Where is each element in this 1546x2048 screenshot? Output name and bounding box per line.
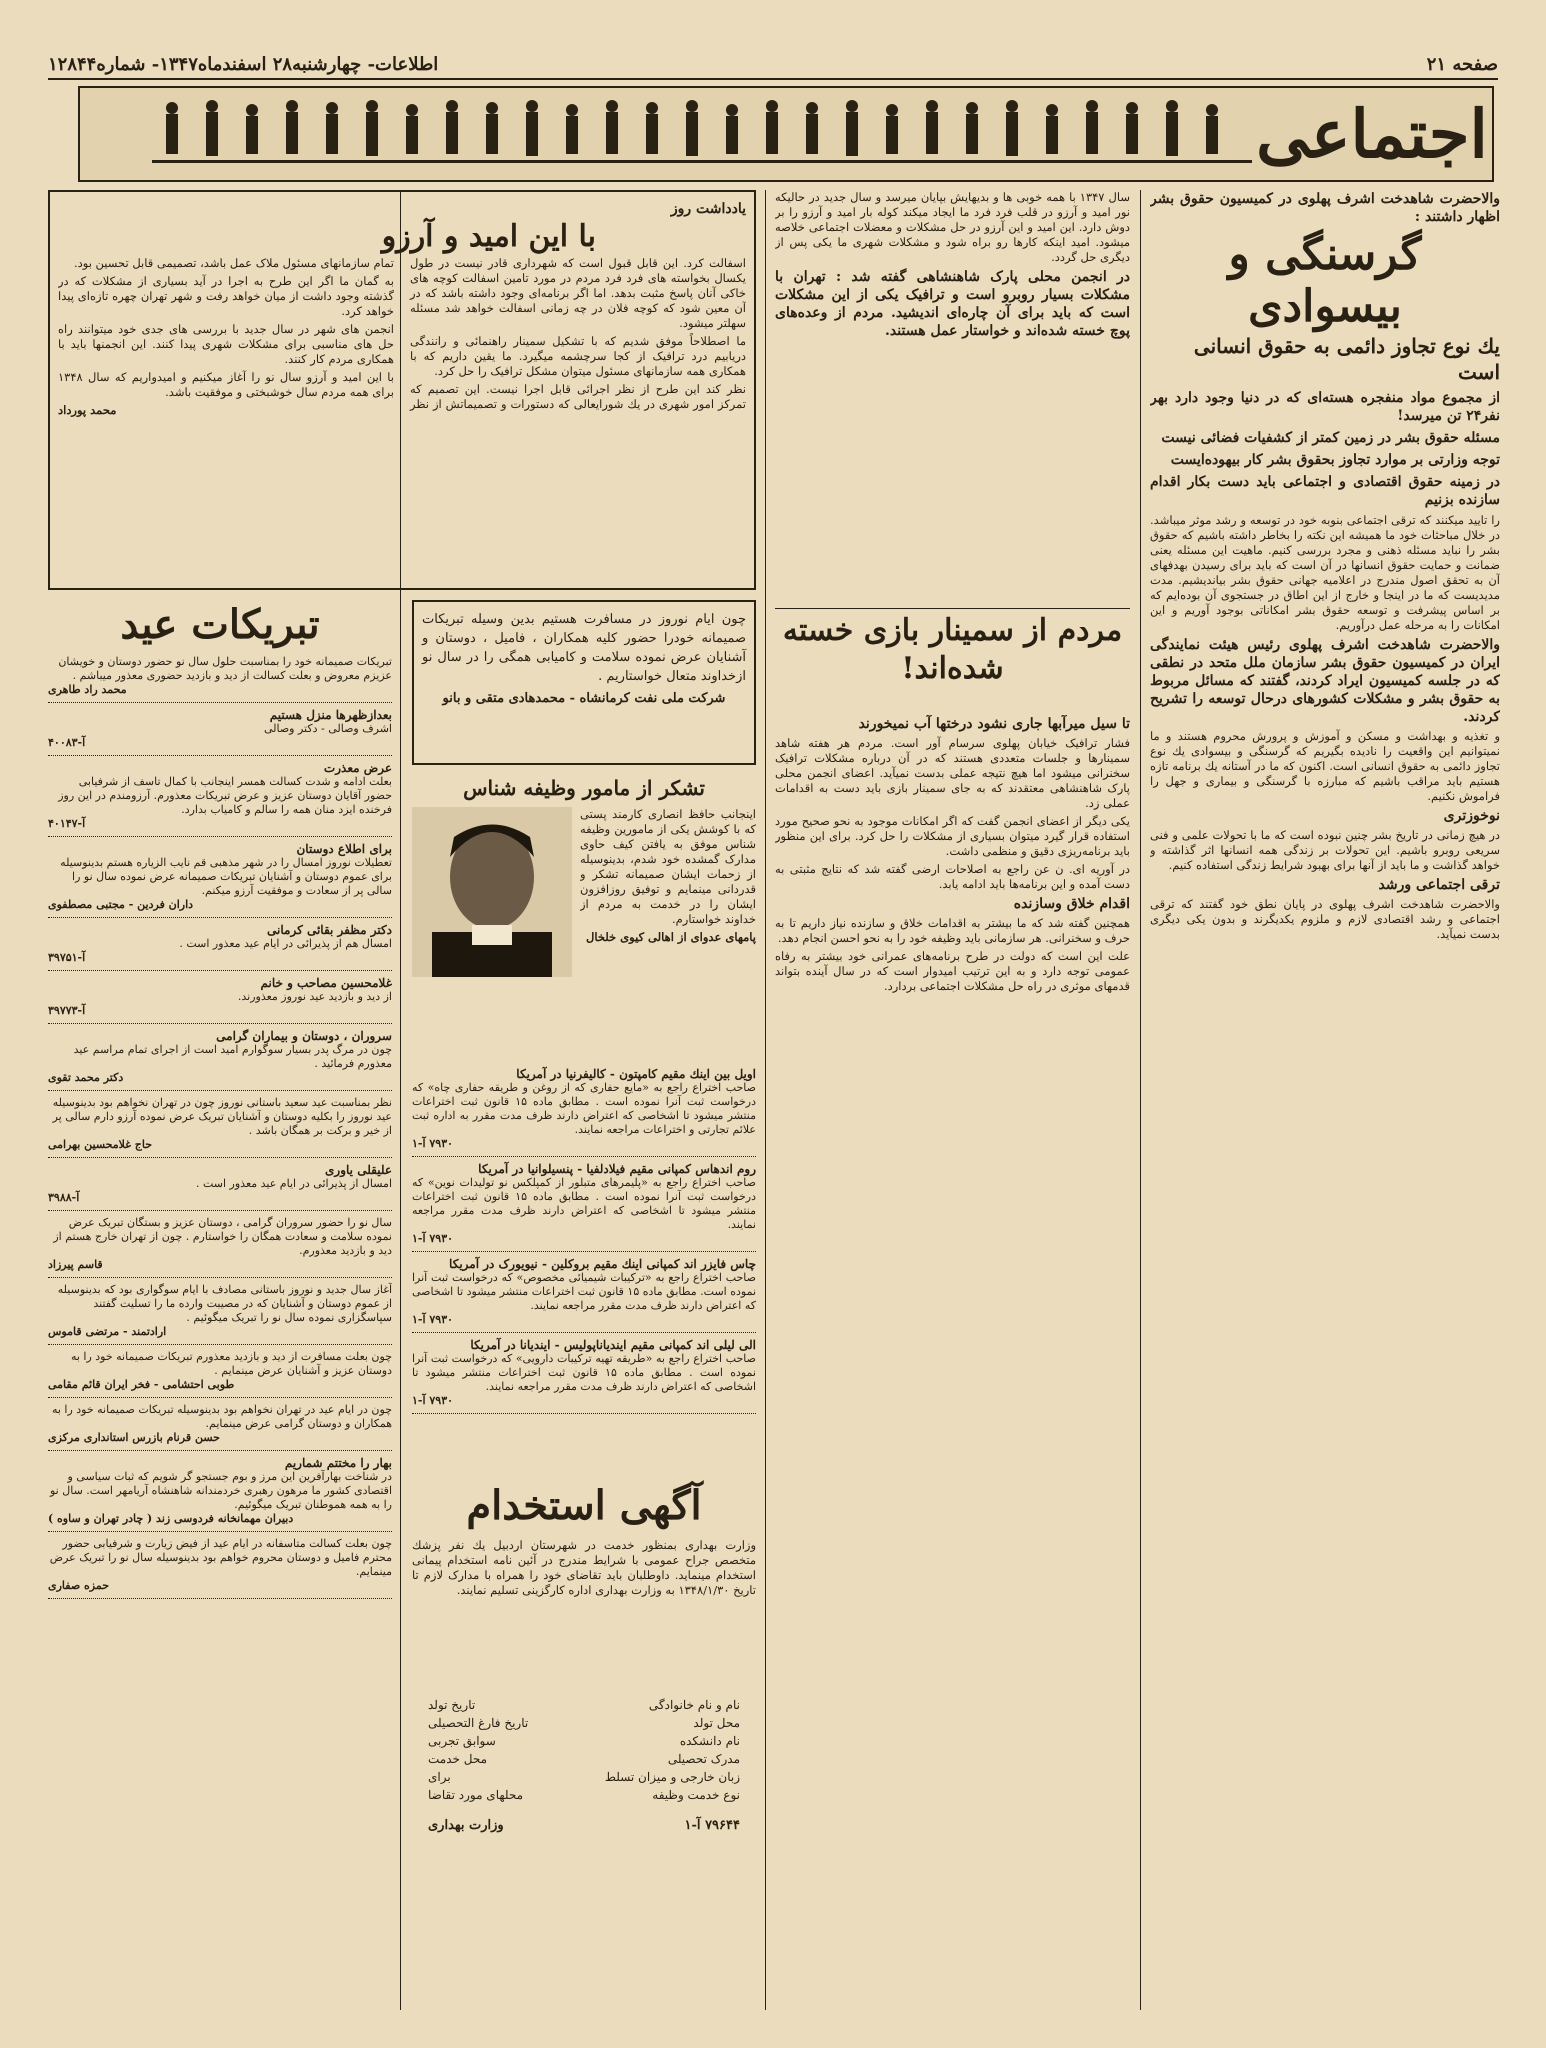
form-field: محل خدمت bbox=[428, 1752, 488, 1766]
greeting-notice bbox=[48, 650, 392, 703]
section-banner bbox=[78, 86, 1494, 182]
section-title: اجتماعی bbox=[1256, 95, 1488, 173]
greeting-notice bbox=[48, 1158, 392, 1211]
greeting-body: بعلت ادامه و شدت کسالت همسر اینجانب با کمال تاسف از شرفیابی حضور آقایان دوستان عزیز و عرض تبریکات معذورم. آرزومندم در این روز فرخنده ایزد منان همه را سالم و کامیاب بدارد. bbox=[58, 775, 392, 816]
greeting-body: در شناخت بهارآفرین این مرز و بوم جستجو گر شویم که ثبات سیاسی و اقتصادی کشور ما مرهون رهبری خردمندانه شاهنشاه آریامهر است. سال نو را به همه هموطنان تبریک میگوئیم. bbox=[50, 1470, 392, 1511]
article-subhead: یك نوع تجاوز دائمی به حقوق انسانی است bbox=[1193, 334, 1500, 384]
city-article-top bbox=[775, 190, 1130, 600]
patent-title: چاس فایزر اند کمپانی اینك مقیم بروکلین - نیویورک در آمریکا bbox=[449, 1257, 756, 1271]
running-header bbox=[48, 50, 1498, 80]
thanks-notice bbox=[412, 775, 756, 1055]
editorial-paragraph: نظر کند این طرح از نظر اجرائی قابل اجرا نیست. این تصمیم که تمرکز امور شهری در یك شورایعالی که دستورات و تصمیماتش از نظر تمام سازمانهای مسئول ملاک عمل باشد، تصمیمی قابل تحسین بود. bbox=[73, 256, 746, 411]
article-bullet: در زمینه حقوق اقتصادی و اجتماعی باید دست بکار اقدام سازنده بزنیم bbox=[1150, 474, 1500, 508]
form-field: نوع خدمت وظیفه bbox=[652, 1788, 740, 1802]
patent-title: روم اندهاس کمپانی مقیم فیلادلفیا - پنسیلوانیا در آمریکا bbox=[478, 1162, 756, 1176]
editorial-paragraph: ما اصطلاحاً موفق شدیم که با تشکیل سمینار راهنمائی و رانندگی دریابیم درد ترافیک از کجا سرچشمه میگیرد. ما یقین داریم که با همکاری همه سازمانهای مسئول میتوان مشکل ترافیک را حل کرد. bbox=[410, 334, 746, 378]
form-row bbox=[428, 1714, 740, 1732]
column-name: یادداشت روز bbox=[670, 201, 746, 217]
article-paragraph: در هیچ زمانی در تاریخ بشر چنین نبوده است که ما با تحولات علمی و فنی سریعی روبرو باشیم. این تحولات بر زندگی همه انسانها اثر گذاشته و خواهد گذاشت و ما باید از آنها برای بهبود شرایط زندگی استفاده کنیم. bbox=[1150, 828, 1500, 872]
article-bullet: توجه وزارتی بر موارد تجاوز بحقوق بشر کار بیهوده‌ایست bbox=[1170, 452, 1500, 468]
form-field: نام دانشکده bbox=[679, 1734, 740, 1748]
editorial-paragraph: اسفالت کرد. این قابل قبول است که شهرداری قادر نیست در طول یکسال بخواسته های فرد فرد مردم در مورد تامین اسفالت کوچه های خاکی آنان پاسخ مثبت بدهد. اما اگر برنامه‌ای وجود داشته باشد که در آن معین شود که کوچه فلان در چه زمانی اسفالت خواهد شد مسئله سهلتر میشود. bbox=[410, 256, 746, 330]
hiring-body: وزارت بهداری بمنظور خدمت در شهرستان اردبیل یك نفر پزشك متخصص جراح عمومی با شرایط مندرج در آئین نامه استخدام پیمانی استخدام مینماید. داوطلبان باید تقاضای خود را همراه با مدارک لازم تا تاریخ ۱۳۴۸/۱/۳۰ به وزارت بهداری اداره کارگزینی تسلیم نمایند. bbox=[412, 1538, 756, 1597]
form-field: زبان خارجی و میزان تسلط bbox=[604, 1770, 740, 1784]
greeting-title: سروران ، دوستان و بیماران گرامی bbox=[216, 1029, 392, 1043]
form-field: محلهای مورد تقاضا bbox=[428, 1788, 524, 1802]
promo-notice bbox=[412, 600, 756, 765]
greeting-body: چون بعلت مسافرت از دید و بازدید معذورم تبریکات صمیمانه خود را به دوستان عزیز و آشنایان عرض مینمایم . bbox=[70, 1350, 392, 1377]
crowd-illustration bbox=[152, 94, 1252, 174]
hiring-headline: آگهی استخدام bbox=[466, 1482, 702, 1529]
article-bullet: مسئله حقوق بشر در زمین کمتر از کشفیات فضائی نیست bbox=[1161, 430, 1500, 446]
patent-code: ۷۹۳۰ آ-۱ bbox=[412, 1232, 454, 1245]
form-row bbox=[428, 1750, 740, 1768]
promo-text: چون ایام نوروز در مسافرت هستیم بدین وسیله تبریکات صمیمانه خودرا حضور کلیه همکاران ، فامیل ، دوستان و آشنایان عرض نموده سلامت و کامیابی همگی را در سال نو ازخداوند متعال خواستاریم . bbox=[422, 612, 746, 684]
editorial-body bbox=[58, 256, 746, 576]
portrait-photo bbox=[412, 807, 572, 977]
form-row bbox=[428, 1768, 740, 1786]
article-paragraph: را تایید میکنند که ترقی اجتماعی بنوبه خود در توسعه و رشد موثر میباشد. در خلال مباحثات خود ما همیشه این نکته را بخاطر داشته باشیم که حقوق بشر را نباید مسئله ذهنی و مجرد بررسی کنیم. ماهیت این مسئله یعنی ضمانت و حمایت حقوق انسانها در آن است که باید برای رسیدن بهدفهای آن به تحقق اصول مندرج در اعلامیه جهانی حقوق بشر بیاندیشیم. مدت مدیدیست که ما در اینجا و خارج از این اطاق در جستجوی آن بوده‌ایم که بر اساس پیشرفت و توسعه حقوق بشر امکاناتی بوجود آوریم و این امکانات را به مرحله عمل درآوریم. bbox=[1150, 513, 1500, 632]
greeting-notice bbox=[48, 918, 392, 971]
hiring-ad bbox=[412, 1480, 756, 2015]
greeting-title: برای اطلاع دوستان bbox=[296, 842, 392, 856]
issue-info: اطلاعات- چهارشنبه۲۸ اسفندماه۱۳۴۷- شماره۱۲۸۴۴ bbox=[48, 53, 439, 75]
article-subheading: ترقی اجتماعی ورشد bbox=[1378, 877, 1500, 893]
greeting-signature: داران فردین - مجتبی مصطفوی bbox=[48, 898, 194, 911]
council-headline-wrap bbox=[775, 612, 1130, 712]
article-subheading: اقدام خلاق وسازنده bbox=[1013, 896, 1130, 912]
patent-title: اویل بین اینك مقیم کامپتون - کالیفرنیا در آمریکا bbox=[516, 1067, 756, 1081]
greeting-body: امسال از پذیرائی در ایام عید معذور است . bbox=[195, 1177, 392, 1190]
main-article bbox=[1150, 190, 1500, 2020]
article-paragraph: یکی دیگر از اعضای انجمن گفت که اگر امکانات موجود به نحو صحیح مورد استفاده قرار گیرد میتوان بسیاری از مشکلات را حل کرد. برای این منظور باید برنامه‌ریزی دقیق و منظمی داشت. bbox=[775, 814, 1130, 858]
patent-notice bbox=[412, 1062, 756, 1157]
greeting-signature: قاسم پیرزاد bbox=[48, 1258, 103, 1271]
greeting-notice bbox=[48, 1345, 392, 1398]
council-article bbox=[775, 715, 1130, 2015]
article-paragraph: همچنین گفته شد که ما بیشتر به اقدامات خلاق و سازنده نیاز داریم تا به حرف و سخنرانی. هر سازمانی باید وظیفه خود را به نحو احسن انجام دهد. bbox=[775, 916, 1130, 945]
patent-notices bbox=[412, 1062, 756, 1472]
column-rule bbox=[765, 190, 766, 2010]
patent-code: ۷۹۳۰ آ-۱ bbox=[412, 1137, 454, 1150]
article-intro: والاحضرت شاهدخت اشرف پهلوی در کمیسیون حقوق بشر اظهار داشتند : bbox=[1150, 191, 1500, 225]
article-bullet: از مجموع مواد منفجره هسته‌ای که در دنیا وجود دارد بهر نفر۲۴ تن میرسد! bbox=[1150, 390, 1500, 424]
greeting-signature: دکتر محمد تقوی bbox=[48, 1071, 124, 1084]
editorial-paragraph: انجمن های شهر در سال جدید با بررسی های جدی خود میتوانند راه حل های مناسبی برای مشکلات شهری پیدا کنند. این انجمنها باید با همکاری مردم کار کنند. bbox=[58, 322, 394, 366]
greeting-signature: آ-۴۰۰۸۳ bbox=[48, 736, 86, 749]
greeting-notice bbox=[48, 1532, 392, 1599]
patent-code: ۷۹۳۰ آ-۱ bbox=[412, 1394, 454, 1407]
article-paragraph: سال ۱۳۴۷ با همه خوبی ها و بدیهایش بپایان میرسد و سال جدید در حالیکه نور امید و آرزو در قلب فرد فرد ما ایجاد میکند کوله بار امید و آرزو را بر دوش دارد. این امید و این آرزو در حل مشکلات و معضلات اجتماعی خلاصه میشود. امید اینکه کارها رو براه شود و مشکلات شهری ما یکی پس از دیگری حل گردد. bbox=[775, 190, 1130, 264]
greeting-signature: آ-۳۹۸۸ bbox=[48, 1191, 80, 1204]
article-paragraph: والاحضرت شاهدخت اشرف پهلوی در پایان نطق خود گفتند که ترقی اجتماعی و رشد اقتصادی لازم و ملزوم یکدیگرند و بدون یکی دیگری بدست نمیآید. bbox=[1150, 897, 1500, 941]
page-number: صفحه ۲۱ bbox=[1426, 53, 1498, 75]
patent-body: صاحب اختراع راجع به «مایع حفاری که از روغن و طریقه حفاری چاه» که درخواست ثبت آنرا نموده است . مطابق ماده ۱۵ قانون ثبت اختراعات منتشر میشود تا اشخاصی که اعتراض دارند ظرف مدت مقرر به اداره ثبت علائم تجارتی و اختراعات مراجعه نمایند. bbox=[412, 1081, 756, 1136]
greeting-signature: حسن قرنام بازرس استانداری مرکزی bbox=[48, 1431, 220, 1444]
greeting-signature: حمزه صفاری bbox=[48, 1579, 109, 1592]
patent-notice bbox=[412, 1157, 756, 1252]
form-field: سوابق تجربی bbox=[428, 1734, 496, 1748]
greeting-signature: طوبی احتشامی - فخر ایران قائم مقامی bbox=[48, 1378, 235, 1391]
greeting-notice bbox=[48, 1398, 392, 1451]
greeting-title: غلامحسین مصاحب و خانم bbox=[260, 976, 392, 990]
greeting-signature: محمد راد طاهری bbox=[48, 683, 127, 696]
form-field: برای bbox=[428, 1770, 451, 1784]
form-field: تاریخ تولد bbox=[428, 1698, 476, 1712]
greeting-notice bbox=[48, 837, 392, 918]
greeting-signature: دبیران مهمانخانه فردوسی زند ( چادر تهران و ساوه ) bbox=[48, 1512, 294, 1525]
greeting-notice bbox=[48, 1091, 392, 1158]
editorial-signature: محمد پورداد bbox=[58, 403, 117, 417]
hiring-signature: وزارت بهداری bbox=[428, 1818, 504, 1833]
greeting-title: عرض معذرت bbox=[323, 761, 392, 775]
article-paragraph: در آوریه ای. ن عن راجع به اصلاحات ارضی گفته شد که نتایج مثبتی به دست آمده و این برنامه‌ها باید ادامه یابد. bbox=[775, 862, 1130, 891]
rule bbox=[775, 608, 1130, 609]
article-summary: والاحضرت شاهدخت اشرف پهلوی رئیس هیئت نمایندگی ایران در کمیسیون حقوق بشر سازمان ملل متحد در نطقی که در جلسه کمیسیون ایراد کردند، گفتند که مسائل مربوط به حقوق بشر و مشکلات کشورهای درحال توسعه را تشریح کردند. bbox=[1150, 637, 1500, 725]
article-subheading: نوخوزتری bbox=[1443, 808, 1500, 824]
editorial-box bbox=[48, 190, 756, 590]
patent-notice bbox=[412, 1252, 756, 1333]
greeting-title: دکتر مظفر بقائی کرمانی bbox=[267, 923, 392, 937]
form-field: محل تولد bbox=[693, 1716, 740, 1730]
greeting-notice bbox=[48, 971, 392, 1024]
hiring-form bbox=[412, 1696, 756, 1804]
greeting-signature: آ-۳۹۷۷۳ bbox=[48, 1004, 86, 1017]
patent-body: صاحب اختراع راجع به «طریقه تهیه ترکیبات دارویی» که درخواست ثبت آنرا نموده است . مطابق ماده ۱۵ قانون ثبت اختراعات منتشر میشود تا اشخاصی که اعتراض دارند ظرف مدت مقرر مراجعه نمایند. bbox=[412, 1352, 756, 1393]
editorial-paragraph: به گمان ما اگر این طرح به اجرا در آید بسیاری از مشکلات که در گذشته وجود داشت از میان خواهد رفت و شهر تهران چهره تازه‌ای پیدا خواهد کرد. bbox=[58, 274, 394, 318]
greeting-notice bbox=[48, 756, 392, 837]
greeting-body: از دید و بازدید عید نوروز معذورند. bbox=[237, 990, 392, 1003]
article-headline: گرسنگی و بیسوادی bbox=[1228, 229, 1422, 332]
greeting-body: آغاز سال جدید و نوروز باستانی مصادف با ایام سوگواری بود که بدینوسیله از عموم دوستان و آشنایان که در مصیبت وارده ما را تسلیت گفتند سپاسگزاری نموده سال نو را تبریک میگوئیم . bbox=[57, 1283, 392, 1324]
article-paragraph: و تغذیه و بهداشت و مسکن و آموزش و پرورش محروم هستند و ما نمیتوانیم این واقعیت را نادیده بگیریم که گرسنگی و بیسوادی یك نوع تجاوز دائمی به حقوق انسانی است. اکنون که ما در آستانه یك برنامه تازه هستیم باید مراقب باشیم که مبارزه با گرسنگی و بیماری و جهل را فراموش نکنیم. bbox=[1150, 729, 1500, 803]
greeting-title: بعدازظهرها منزل هستیم bbox=[269, 708, 392, 722]
greeting-notice bbox=[48, 703, 392, 756]
patent-body: صاحب اختراع راجع به «پلیمرهای متبلور از کمپلکس نو تولیدات نوین» که درخواست ثبت آنرا نموده است . مطابق ماده ۱۵ قانون ثبت اختراعات منتشر میشود تا اشخاصی که اعتراض دارند ظرف مدت مقرر مراجعه نمایند. bbox=[412, 1176, 756, 1231]
greeting-body: چون در مرگ پدر بسیار سوگوارم امید است از اجرای تمام مراسم عید معذورم فرمائید . bbox=[73, 1043, 392, 1070]
editorial-paragraph: با این امید و آرزو سال نو را آغاز میکنیم و امیدواریم که سال ۱۳۴۸ برای همه مردم سال خوشبختی و موفقیت باشد. bbox=[58, 370, 394, 399]
article-paragraph: علت این است که دولت در طرح برنامه‌های عمرانی خود بیشتر به رفاه عمومی توجه دارد و به این ترتیب امیدوار است که در سال آینده بتواند قدمهای موثری در راه حل مشکلات اجتماعی بردارد. bbox=[775, 949, 1130, 993]
hiring-code: ۷۹۶۴۴ آ-۱ bbox=[684, 1818, 740, 1833]
form-row bbox=[428, 1732, 740, 1750]
greeting-body: نظر بمناسبت عید سعید باستانی نوروز چون در تهران نخواهم بود بدینوسیله عید نوروز را بکلیه دوستان و آشنایان تبریک عرض نموده آرزو دارم سالی پر از خیر و برکت بر همگان باشد . bbox=[52, 1096, 392, 1137]
patent-notice bbox=[412, 1333, 756, 1414]
greeting-body: سال نو را حضور سروران گرامی ، دوستان عزیز و بستگان تبریک عرض نموده سلامت و سعادت همگان را خواستارم . چون از تهران خارج هستم از دید و بازدید معذورم. bbox=[53, 1216, 392, 1257]
greeting-notice bbox=[48, 1024, 392, 1091]
greeting-title: بهار را مختتم شماریم bbox=[284, 1456, 392, 1470]
sidebar-title: تا سیل میرآبها جاری نشود درختها آب نمیخورند bbox=[858, 716, 1130, 732]
editorial-headline: با این امید و آرزو bbox=[381, 219, 596, 254]
greetings-column bbox=[48, 600, 392, 2015]
patent-body: صاحب اختراع راجع به «ترکیبات شیمیائی مخصوص» که درخواست ثبت آنرا نموده است. مطابق ماده ۱۵ قانون ثبت اختراعات منتشر میشود تا اشخاصی که اعتراض دارند ظرف مدت مقرر مراجعه نمایند. bbox=[412, 1271, 756, 1312]
thanks-body: اینجانب حافظ انصاری کارمند پستی که با کوشش یکی از مامورین وظیفه شناس موفق به یافتن کیف حاوی مدارک گمشده خود شدم، بدینوسیله از زحمات ایشان صمیمانه تشکر و قدردانی مینمایم و توفیق روزافزون ایشان را در خدمت به مردم از خداوند خواستارم. bbox=[580, 807, 756, 926]
greeting-signature: آ-۳۹۷۵۱ bbox=[48, 951, 86, 964]
greeting-body: چون در ایام عید در تهران نخواهم بود بدینوسیله تبریکات صمیمانه خود را به همکاران و دوستان گرامی عرض مینمایم. bbox=[51, 1403, 392, 1430]
greeting-notice bbox=[48, 1451, 392, 1532]
greeting-title: علیقلی یاوری bbox=[325, 1163, 392, 1177]
greeting-signature: ارادتمند - مرتضی قاموس bbox=[48, 1325, 167, 1338]
patent-code: ۷۹۳۰ آ-۱ bbox=[412, 1313, 454, 1326]
thanks-signature: پامهای عدوای از اهالی کیوی خلخال bbox=[585, 930, 756, 944]
greetings-headline: تبریکات عید bbox=[120, 601, 320, 648]
greeting-signature: حاج غلامحسین بهرامی bbox=[48, 1138, 153, 1151]
greeting-body: تعطیلات نوروز امسال را در شهر مذهبی قم نایب الزیاره هستم بدینوسیله برای عموم دوستان و آشنایان تبریکات صمیمانه عرض نموده سال نو را سالی پر از سعادت و موفقیت آرزو میکنم. bbox=[60, 856, 392, 897]
greeting-body: چون بعلت کسالت متاسفانه در ایام عید از فیض زیارت و شرفیابی حضور محترم فامیل و دوستان محروم خواهم بود بدینوسیله سال نو را تبریک عرض مینمایم. bbox=[49, 1537, 392, 1578]
form-row bbox=[428, 1786, 740, 1804]
form-field: نام و نام خانوادگی bbox=[648, 1698, 740, 1712]
council-headline: مردم از سمینار بازی خسته شده‌اند! bbox=[782, 613, 1123, 686]
article-paragraph: در انجمن محلی پارک شاهنشاهی گفته شد : تهران با مشکلات بسیار روبرو است و ترافیک یکی از این مشکلات است که باید برای آن چاره‌ای اندیشید. مردم از وعده‌های پوچ خسته شده‌اند و خواستار عمل هستند. bbox=[775, 269, 1130, 339]
patent-title: الی لیلی اند کمپانی مقیم ایندیاناپولیس - ایندیانا در آمریکا bbox=[470, 1338, 756, 1352]
greeting-body: تبریکات صمیمانه خود را بمناسبت حلول سال نو حضور دوستان و خویشان عزیزم معروض و بعلت کسالت از دید و بازدید حضوری معذور میباشم . bbox=[58, 655, 392, 682]
greeting-body: امسال هم از پذیرائی در ایام عید معذور است . bbox=[179, 937, 392, 950]
promo-signature: شرکت ملی نفت کرمانشاه - محمدهادی متقی و بانو bbox=[442, 691, 726, 706]
greeting-signature: آ-۴۰۱۴۷ bbox=[48, 817, 86, 830]
article-paragraph: فشار ترافیک خیابان پهلوی سرسام آور است. مردم هر هفته شاهد سمینارها و جلسات متعددی هستند که در آن درباره مشکلات ترافیک سخنرانی میشود اما هیچ نتیجه عملی بدست نمیآید. اعضای انجمن محلی پارک شاهنشاهی معتقدند که به جای سمینار بازی باید دست به اقدامات عملی زد. bbox=[775, 736, 1130, 810]
greeting-notice bbox=[48, 1211, 392, 1278]
thanks-headline: تشکر از مامور وظیفه شناس bbox=[463, 776, 705, 800]
column-rule bbox=[1140, 190, 1141, 2010]
form-field: مدرک تحصیلی bbox=[667, 1752, 740, 1766]
greeting-notice bbox=[48, 1278, 392, 1345]
form-field: تاریخ فارغ التحصیلی bbox=[428, 1716, 529, 1730]
greeting-body: اشرف وصالی - دکتر وصالی bbox=[263, 722, 392, 735]
form-row bbox=[428, 1696, 740, 1714]
